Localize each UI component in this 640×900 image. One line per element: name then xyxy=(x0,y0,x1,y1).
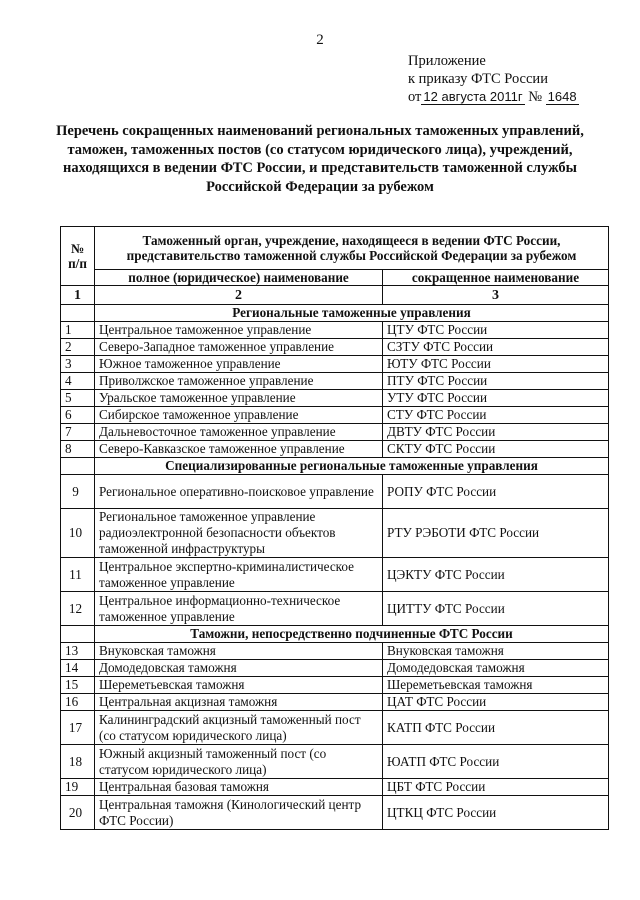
abbreviations-table xyxy=(60,226,609,830)
order-number: 1648 xyxy=(547,89,577,104)
full-name-cell: Северо-Кавказское таможенное управление xyxy=(95,441,383,458)
table-row xyxy=(61,745,609,779)
table-row xyxy=(61,779,609,796)
appendix-block xyxy=(408,52,579,106)
table-row xyxy=(61,796,609,830)
section-blank-cell xyxy=(61,626,95,643)
section-row xyxy=(61,458,609,475)
full-name-cell: Региональное таможенное управление радиоэлектронной безопасности объектов таможенной инфраструктуры xyxy=(95,509,383,558)
row-number: 7 xyxy=(61,424,95,441)
full-name-cell: Региональное оперативно-поисковое управление xyxy=(95,475,383,509)
row-number: 16 xyxy=(61,694,95,711)
table-row xyxy=(61,390,609,407)
section-blank-cell xyxy=(61,458,95,475)
column-index-2: 2 xyxy=(95,286,383,305)
table-row xyxy=(61,711,609,745)
table-row xyxy=(61,356,609,373)
section-row xyxy=(61,305,609,322)
full-name-cell: Центральная акцизная таможня xyxy=(95,694,383,711)
full-name-cell: Северо-Западное таможенное управление xyxy=(95,339,383,356)
row-number: 8 xyxy=(61,441,95,458)
page-number: 2 xyxy=(316,32,324,48)
row-number: 11 xyxy=(61,558,95,592)
table-row xyxy=(61,509,609,558)
short-name-cell: КАТП ФТС России xyxy=(383,711,609,745)
row-number: 15 xyxy=(61,677,95,694)
row-number: 4 xyxy=(61,373,95,390)
row-number: 3 xyxy=(61,356,95,373)
table-row xyxy=(61,339,609,356)
header-group: Таможенный орган, учреждение, находящееся в ведении ФТС России, представительство таможенной службы Российской Федерации за рубежом xyxy=(95,227,609,270)
table-row xyxy=(61,660,609,677)
short-name-cell: СЗТУ ФТС России xyxy=(383,339,609,356)
row-number: 6 xyxy=(61,407,95,424)
table-row xyxy=(61,407,609,424)
full-name-cell: Калининградский акцизный таможенный пост (со статусом юридического лица) xyxy=(95,711,383,745)
row-number: 10 xyxy=(61,509,95,558)
column-index-3: 3 xyxy=(383,286,609,305)
section-title: Таможни, непосредственно подчиненные ФТС России xyxy=(95,626,609,643)
short-name-cell: Шереметьевская таможня xyxy=(383,677,609,694)
column-index-1: 1 xyxy=(61,286,95,305)
short-name-cell: УТУ ФТС России xyxy=(383,390,609,407)
row-number: 19 xyxy=(61,779,95,796)
appendix-date-line xyxy=(408,88,579,106)
section-row xyxy=(61,626,609,643)
short-name-cell: ДВТУ ФТС России xyxy=(383,424,609,441)
document-title: Перечень сокращенных наименований региональных таможенных управлений, таможен, таможенных постов (со статусом юридического лица), учреждений, находящихся в ведении ФТС России, и представительств таможенной службы Российской Федерации за рубежом xyxy=(56,123,584,195)
row-number: 1 xyxy=(61,322,95,339)
full-name-cell: Домодедовская таможня xyxy=(95,660,383,677)
full-name-cell: Центральное таможенное управление xyxy=(95,322,383,339)
short-name-cell: ЦБТ ФТС России xyxy=(383,779,609,796)
table-row xyxy=(61,475,609,509)
short-name-cell: ЦТУ ФТС России xyxy=(383,322,609,339)
header-full-name: полное (юридическое) наименование xyxy=(95,270,383,286)
section-blank-cell xyxy=(61,305,95,322)
short-name-cell: СТУ ФТС России xyxy=(383,407,609,424)
full-name-cell: Внуковская таможня xyxy=(95,643,383,660)
table-row xyxy=(61,677,609,694)
short-name-cell: ЦИТТУ ФТС России xyxy=(383,592,609,626)
row-number: 18 xyxy=(61,745,95,779)
row-number: 9 xyxy=(61,475,95,509)
full-name-cell: Южное таможенное управление xyxy=(95,356,383,373)
short-name-cell: ЦАТ ФТС России xyxy=(383,694,609,711)
short-name-cell: ЮТУ ФТС России xyxy=(383,356,609,373)
row-number: 5 xyxy=(61,390,95,407)
short-name-cell: ПТУ ФТС России xyxy=(383,373,609,390)
full-name-cell: Центральная таможня (Кинологический центр ФТС России) xyxy=(95,796,383,830)
row-number: 14 xyxy=(61,660,95,677)
full-name-cell: Уральское таможенное управление xyxy=(95,390,383,407)
full-name-cell: Шереметьевская таможня xyxy=(95,677,383,694)
short-name-cell: СКТУ ФТС России xyxy=(383,441,609,458)
short-name-cell: Внуковская таможня xyxy=(383,643,609,660)
short-name-cell: ЦЭКТУ ФТС России xyxy=(383,558,609,592)
row-number: 2 xyxy=(61,339,95,356)
header-short-name: сокращенное наименование xyxy=(383,270,609,286)
table-row xyxy=(61,373,609,390)
full-name-cell: Сибирское таможенное управление xyxy=(95,407,383,424)
number-sign: № xyxy=(528,89,543,105)
appendix-order-ref: к приказу ФТС России xyxy=(408,71,548,87)
full-name-cell: Южный акцизный таможенный пост (со статусом юридического лица) xyxy=(95,745,383,779)
full-name-cell: Дальневосточное таможенное управление xyxy=(95,424,383,441)
table-row xyxy=(61,322,609,339)
row-number: 13 xyxy=(61,643,95,660)
table-row xyxy=(61,694,609,711)
header-number: № п/п xyxy=(61,227,95,286)
short-name-cell: ЦТКЦ ФТС России xyxy=(383,796,609,830)
table-row xyxy=(61,558,609,592)
short-name-cell: Домодедовская таможня xyxy=(383,660,609,677)
order-date: 12 августа 2011г xyxy=(423,89,523,104)
full-name-cell: Центральная базовая таможня xyxy=(95,779,383,796)
row-number: 17 xyxy=(61,711,95,745)
row-number: 12 xyxy=(61,592,95,626)
full-name-cell: Приволжское таможенное управление xyxy=(95,373,383,390)
table-row xyxy=(61,592,609,626)
appendix-label: Приложение xyxy=(408,53,486,69)
short-name-cell: РОПУ ФТС России xyxy=(383,475,609,509)
section-title: Региональные таможенные управления xyxy=(95,305,609,322)
full-name-cell: Центральное информационно-техническое таможенное управление xyxy=(95,592,383,626)
table-body xyxy=(61,305,609,830)
table-row xyxy=(61,424,609,441)
date-prefix: от xyxy=(408,89,422,105)
table-row xyxy=(61,643,609,660)
short-name-cell: РТУ РЭБОТИ ФТС России xyxy=(383,509,609,558)
table-row xyxy=(61,441,609,458)
row-number: 20 xyxy=(61,796,95,830)
short-name-cell: ЮАТП ФТС России xyxy=(383,745,609,779)
section-title: Специализированные региональные таможенные управления xyxy=(95,458,609,475)
full-name-cell: Центральное экспертно-криминалистическое таможенное управление xyxy=(95,558,383,592)
